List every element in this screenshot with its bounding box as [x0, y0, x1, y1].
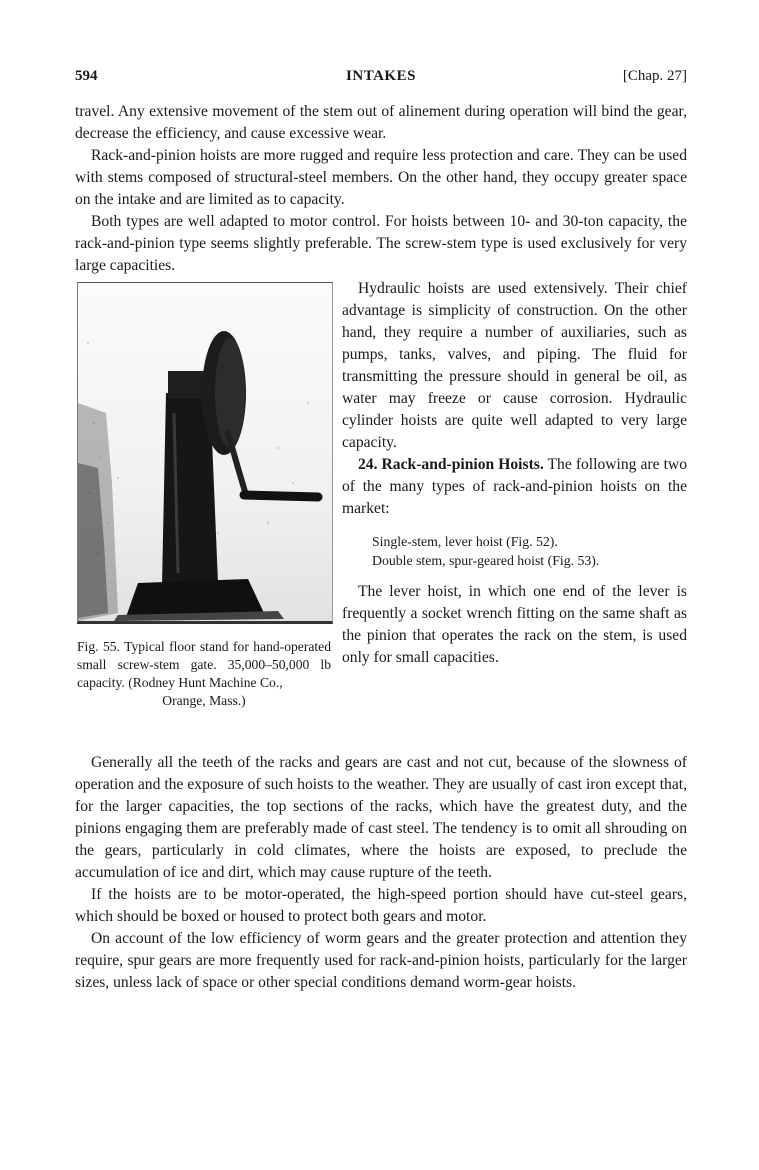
running-header	[75, 68, 687, 92]
figure-caption-last-line: Orange, Mass.)	[162, 693, 246, 708]
list-item: Double stem, spur-geared hoist (Fig. 53).	[372, 553, 600, 568]
page-number: 594	[75, 68, 98, 84]
running-title: INTAKES	[346, 68, 416, 84]
paragraph-rack-and-pinion: Rack-and-pinion hoists are more rugged and require less protection and care. They can be used with stems composed of structural-steel members. On the other hand, they occupy greater space on the intake and are limited as to capacity.	[75, 147, 687, 208]
figure-caption	[77, 638, 331, 710]
section-24	[342, 454, 687, 520]
figure-caption-text: Fig. 55. Typical floor stand for hand-operated small screw-stem gate. 35,000–50,000 lb capacity. (Rodney Hunt Machine Co.,	[77, 639, 331, 690]
hoist-type-list	[372, 532, 687, 570]
section-heading: 24. Rack-and-pinion Hoists.	[358, 456, 544, 473]
paragraph-teeth: Generally all the teeth of the racks and gears are cast and not cut, because of the slowness of operation and the exposure of such hoists to the weather. They are usually of cast iron except that, for the larger capacities, the top sections of the racks, which have the greatest duty, and the pinions engaging them are preferably made of cast steel. The tendency is to omit all shrouding on the gears, particularly in cold climates, where the hoists are exposed, to preclude the accumulation of ice and dirt, which may cause rupture of the teeth.	[75, 754, 687, 881]
paragraph-lever-hoist: The lever hoist, in which one end of the lever is frequently a socket wrench fitting on the same shaft as the pinion that operates the rack on the stem, is used only for small capacities.	[342, 583, 687, 666]
list-item: Single-stem, lever hoist (Fig. 52).	[372, 534, 558, 549]
paragraph-motor-control: Both types are well adapted to motor control. For hoists between 10- and 30-ton capacity, the rack-and-pinion type seems slightly preferable. The screw-stem type is used exclusively for very large capacities.	[75, 213, 687, 274]
section-intro: The following are two of the many types of rack-and-pinion hoists on the market:	[342, 456, 687, 517]
paragraph-travel: travel. Any extensive movement of the stem out of alinement during operation will bind the gear, decrease the efficiency, and cause excessive wear.	[75, 103, 687, 142]
paragraph-hydraulic: Hydraulic hoists are used extensively. Their chief advantage is simplicity of construction. On the other hand, they require a number of auxiliaries, such as pumps, tanks, valves, and piping. The fluid for transmitting the pressure should in general be oil, as water may freeze or cause corrosion. Hydraulic cylinder hoists are quite well adapted to very large capacity.	[342, 280, 687, 451]
paragraph-worm-gears: On account of the low efficiency of worm gears and the greater protection and attention they require, spur gears are more frequently used for rack-and-pinion hoists, particularly for the larger sizes, unless lack of space or other special conditions demand worm-gear hoists.	[75, 930, 687, 991]
paragraph-motor-operated: If the hoists are to be motor-operated, the high-speed portion should have cut-steel gears, which should be boxed or housed to protect both gears and motor.	[75, 886, 687, 925]
figure-row	[75, 278, 687, 752]
book-page	[75, 68, 687, 994]
side-text-column	[342, 278, 687, 669]
chapter-reference: [Chap. 27]	[622, 68, 687, 84]
floor-stand-illustration	[78, 283, 332, 621]
figure-55	[77, 282, 331, 710]
floor-stand-photo	[77, 282, 333, 624]
